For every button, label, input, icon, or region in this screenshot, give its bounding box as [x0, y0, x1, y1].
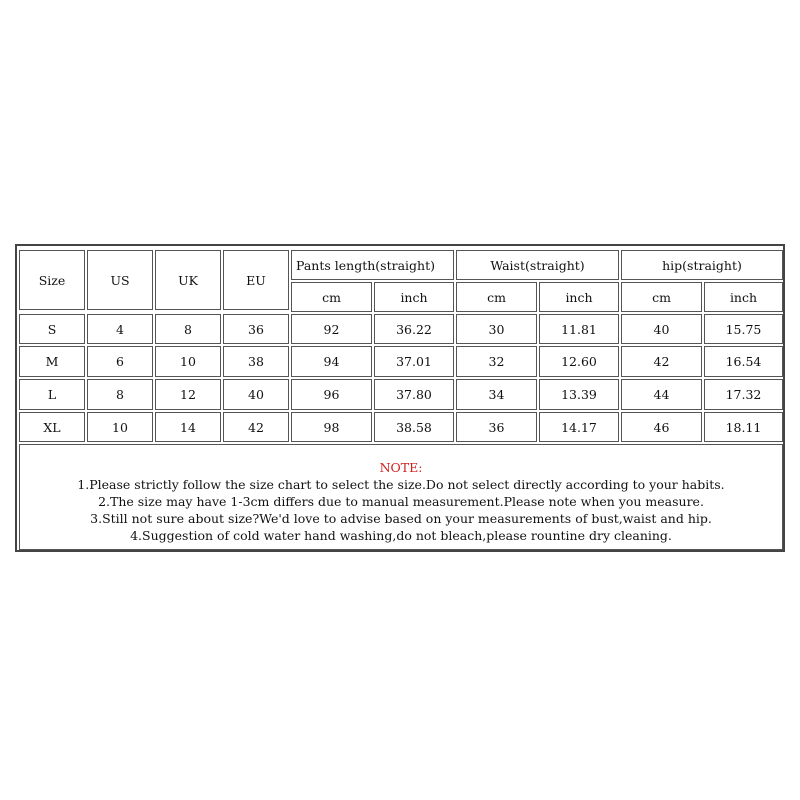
header-uk: UK [155, 250, 221, 310]
table-cell: 94 [291, 346, 372, 377]
table-cell: 37.01 [374, 346, 454, 377]
table-cell: 42 [223, 412, 289, 442]
table-cell: 34 [456, 379, 537, 410]
note-title: NOTE: [379, 460, 423, 475]
table-cell: 92 [291, 314, 372, 344]
note-line: 4.Suggestion of cold water hand washing,do not bleach,please rountine dry cleaning. [130, 528, 672, 543]
table-cell: XL [19, 412, 85, 442]
table-cell: 15.75 [704, 314, 783, 344]
table-cell: 6 [87, 346, 153, 377]
table-cell: 12 [155, 379, 221, 410]
table-cell: 96 [291, 379, 372, 410]
table-cell: 4 [87, 314, 153, 344]
table-cell: 8 [87, 379, 153, 410]
size-chart [15, 244, 785, 552]
header-unit: inch [374, 282, 454, 312]
table-cell: 46 [621, 412, 702, 442]
header-group-pants-length: Pants length(straight) [291, 250, 454, 280]
table-cell: 40 [223, 379, 289, 410]
header-group-hip: hip(straight) [621, 250, 783, 280]
note-line: 3.Still not sure about size?We'd love to advise based on your measurements of bust,waist and hip. [90, 511, 712, 526]
header-eu: EU [223, 250, 289, 310]
table-cell: 44 [621, 379, 702, 410]
table-cell: 40 [621, 314, 702, 344]
table-cell: 11.81 [539, 314, 619, 344]
table-cell: S [19, 314, 85, 344]
table-cell: 36.22 [374, 314, 454, 344]
header-us: US [87, 250, 153, 310]
table-cell: 10 [155, 346, 221, 377]
header-unit: cm [291, 282, 372, 312]
table-cell: 10 [87, 412, 153, 442]
table-cell: L [19, 379, 85, 410]
header-unit: cm [456, 282, 537, 312]
table-cell: 37.80 [374, 379, 454, 410]
table-cell: 38.58 [374, 412, 454, 442]
table-cell: 12.60 [539, 346, 619, 377]
header-group-waist: Waist(straight) [456, 250, 619, 280]
table-cell: 42 [621, 346, 702, 377]
header-unit: inch [539, 282, 619, 312]
table-cell: 36 [456, 412, 537, 442]
header-unit: cm [621, 282, 702, 312]
note-line: 2.The size may have 1-3cm differs due to manual measurement.Please note when you measure. [98, 494, 704, 509]
table-cell: 30 [456, 314, 537, 344]
table-cell: 18.11 [704, 412, 783, 442]
header-unit: inch [704, 282, 783, 312]
table-cell: M [19, 346, 85, 377]
table-cell: 16.54 [704, 346, 783, 377]
table-cell: 32 [456, 346, 537, 377]
table-cell: 13.39 [539, 379, 619, 410]
table-cell: 14 [155, 412, 221, 442]
table-cell: 17.32 [704, 379, 783, 410]
notes-box [19, 444, 783, 550]
table-cell: 14.17 [539, 412, 619, 442]
header-size: Size [19, 250, 85, 310]
note-line: 1.Please strictly follow the size chart to select the size.Do not select directly according to your habits. [77, 477, 725, 492]
table-cell: 38 [223, 346, 289, 377]
table-cell: 36 [223, 314, 289, 344]
table-cell: 98 [291, 412, 372, 442]
table-cell: 8 [155, 314, 221, 344]
